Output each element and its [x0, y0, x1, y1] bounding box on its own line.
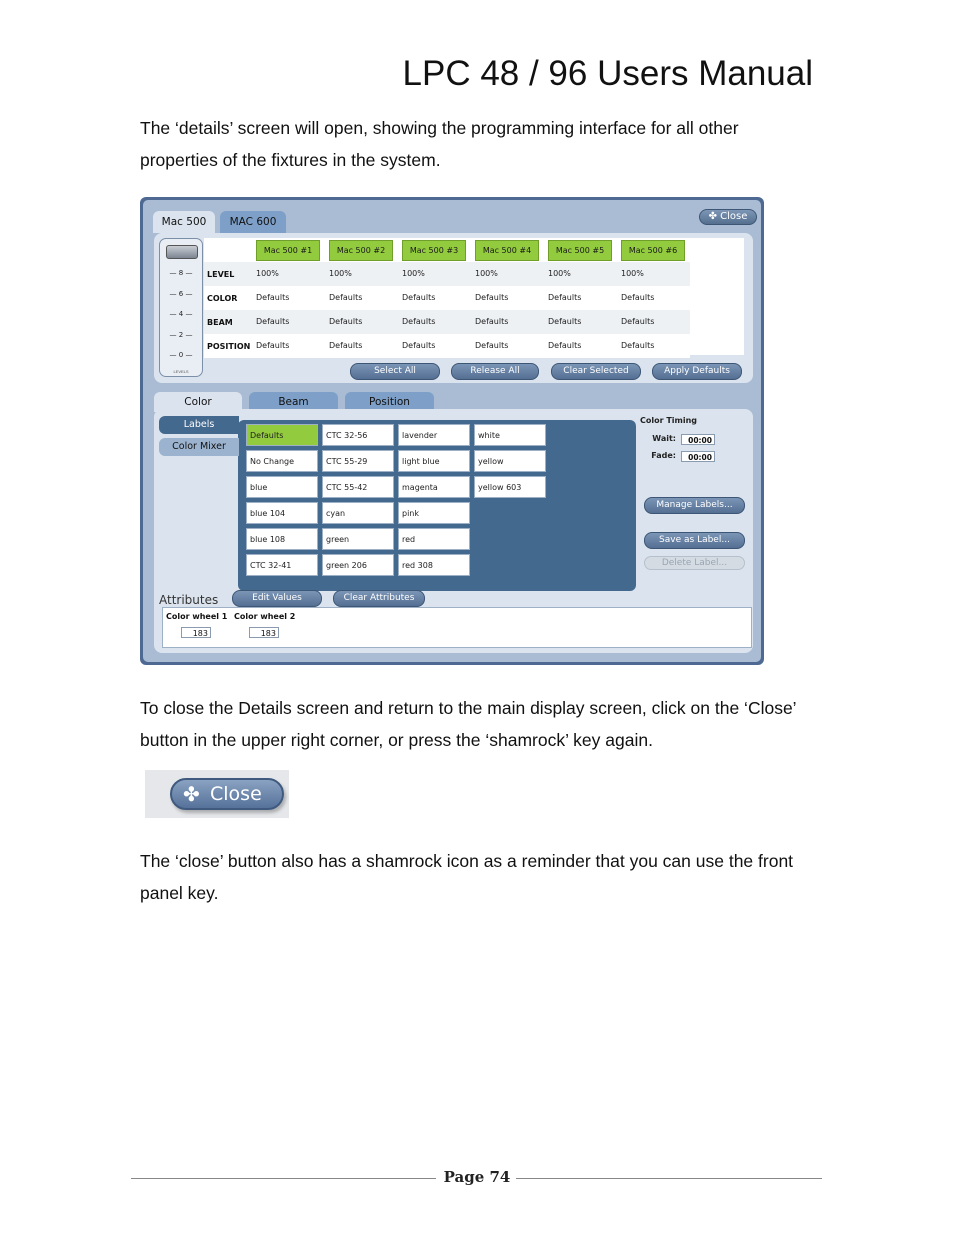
manage-labels-button[interactable]: Manage Labels...: [644, 497, 745, 514]
tab-position[interactable]: Position: [345, 392, 434, 412]
fixture-header[interactable]: Mac 500 #2: [329, 240, 393, 261]
table-cell: 100%: [329, 269, 352, 278]
close-instructions-text: To close the Details screen and return to the main display screen, click on the ‘Close’ button in the upper right corner, or press the ‘shamrock’ key again.: [140, 698, 796, 750]
table-row[interactable]: [204, 334, 690, 358]
apply-defaults-button[interactable]: Apply Defaults: [652, 363, 742, 380]
table-cell: Defaults: [475, 341, 509, 350]
fixture-header[interactable]: Mac 500 #1: [256, 240, 320, 261]
table-cell: 100%: [402, 269, 425, 278]
release-all-button[interactable]: Release All: [451, 363, 539, 380]
clear-attributes-button[interactable]: Clear Attributes: [333, 590, 425, 607]
shamrock-paragraph: [140, 845, 820, 909]
fader-label: LEVELS: [173, 369, 189, 374]
shamrock-text: The ‘close’ button also has a shamrock icon as a reminder that you can use the front panel key.: [140, 851, 794, 903]
fixture-grid: [204, 238, 744, 355]
save-as-label-button[interactable]: Save as Label...: [644, 532, 745, 549]
color-timing-title: Color Timing: [640, 416, 698, 425]
table-cell: Defaults: [329, 293, 363, 302]
label-cell[interactable]: Defaults: [246, 424, 318, 446]
table-cell: Defaults: [621, 341, 655, 350]
table-row[interactable]: [204, 286, 690, 310]
close-instructions-paragraph: [140, 692, 820, 756]
page-number: Page 74: [443, 1168, 511, 1186]
label-cell[interactable]: light blue: [398, 450, 470, 472]
label-cell[interactable]: magenta: [398, 476, 470, 498]
close-button[interactable]: [699, 209, 757, 225]
table-cell: Defaults: [548, 293, 582, 302]
label-cell[interactable]: CTC 55-29: [322, 450, 394, 472]
table-cell: 100%: [256, 269, 279, 278]
row-label-level: LEVEL: [207, 270, 235, 279]
attribute-label: Color wheel 1: [166, 612, 228, 621]
fixture-panel: [154, 233, 753, 383]
table-cell: Defaults: [548, 341, 582, 350]
label-cell[interactable]: blue: [246, 476, 318, 498]
row-label-color: COLOR: [207, 294, 238, 303]
table-cell: Defaults: [475, 317, 509, 326]
fader-tick: — 4 —: [169, 310, 193, 318]
table-cell: Defaults: [402, 317, 436, 326]
shamrock-icon: ✤: [708, 211, 717, 222]
label-cell[interactable]: No Change: [246, 450, 318, 472]
table-row[interactable]: [204, 310, 690, 334]
table-cell: Defaults: [329, 341, 363, 350]
wait-label: Wait:: [652, 434, 676, 443]
label-cell[interactable]: white: [474, 424, 546, 446]
tab-beam[interactable]: Beam: [249, 392, 338, 412]
attribute-value[interactable]: 183: [181, 627, 211, 638]
fader-tick: — 8 —: [169, 269, 193, 277]
label-cell[interactable]: yellow 603: [474, 476, 546, 498]
attribute-label: Color wheel 2: [234, 612, 296, 621]
intro-paragraph: [140, 112, 820, 176]
table-cell: Defaults: [621, 293, 655, 302]
table-cell: Defaults: [256, 317, 290, 326]
close-button-image: [145, 770, 289, 818]
label-cell[interactable]: yellow: [474, 450, 546, 472]
label-cell[interactable]: green 206: [322, 554, 394, 576]
tab-color[interactable]: Color: [154, 392, 242, 412]
select-all-button[interactable]: Select All: [350, 363, 440, 380]
label-cell[interactable]: red 308: [398, 554, 470, 576]
table-row[interactable]: [204, 262, 690, 286]
label-cell[interactable]: green: [322, 528, 394, 550]
label-cell[interactable]: CTC 32-41: [246, 554, 318, 576]
close-button-label: Close: [720, 211, 748, 222]
wait-field[interactable]: 00:00: [681, 434, 715, 445]
table-cell: Defaults: [402, 293, 436, 302]
side-tab-color-mixer[interactable]: Color Mixer: [159, 438, 239, 456]
tab-mac-600[interactable]: MAC 600: [220, 211, 286, 233]
label-cell[interactable]: blue 108: [246, 528, 318, 550]
table-cell: 100%: [621, 269, 644, 278]
attributes-box: [162, 607, 752, 648]
color-panel: [154, 409, 753, 653]
fader-tick: — 2 —: [169, 331, 193, 339]
fade-field[interactable]: 00:00: [681, 451, 715, 462]
table-cell: Defaults: [548, 317, 582, 326]
table-cell: 100%: [475, 269, 498, 278]
fader-knob[interactable]: [166, 245, 198, 259]
fixture-header[interactable]: Mac 500 #6: [621, 240, 685, 261]
details-screenshot: [140, 197, 764, 665]
clear-selected-button[interactable]: Clear Selected: [551, 363, 641, 380]
row-label-position: POSITION: [207, 342, 251, 351]
document-title: LPC 48 / 96 Users Manual: [402, 54, 813, 93]
label-cell[interactable]: pink: [398, 502, 470, 524]
edit-values-button[interactable]: Edit Values: [232, 590, 322, 607]
fader-tick: — 6 —: [169, 290, 193, 298]
delete-label-button[interactable]: Delete Label...: [644, 556, 745, 570]
footer-rule-right: [516, 1178, 822, 1179]
table-cell: Defaults: [329, 317, 363, 326]
fade-label: Fade:: [651, 451, 676, 460]
fixture-header[interactable]: Mac 500 #5: [548, 240, 612, 261]
label-cell[interactable]: blue 104: [246, 502, 318, 524]
label-cell[interactable]: lavender: [398, 424, 470, 446]
attributes-title: Attributes: [159, 593, 219, 607]
intro-text: The ‘details’ screen will open, showing the programming interface for all other properties of the fixtures in the system.: [140, 118, 739, 170]
label-cell[interactable]: CTC 55-42: [322, 476, 394, 498]
table-cell: Defaults: [402, 341, 436, 350]
footer-rule-left: [131, 1178, 436, 1179]
row-label-beam: BEAM: [207, 318, 233, 327]
fader-tick: — 0 —: [169, 351, 193, 359]
table-cell: Defaults: [475, 293, 509, 302]
table-cell: Defaults: [256, 293, 290, 302]
shamrock-icon: ✤: [183, 782, 200, 806]
label-cell[interactable]: cyan: [322, 502, 394, 524]
side-tab-labels[interactable]: Labels: [159, 416, 239, 434]
label-cell[interactable]: CTC 32-56: [322, 424, 394, 446]
tab-mac-500[interactable]: Mac 500: [153, 211, 215, 233]
close-button-large-label: Close: [210, 783, 262, 805]
table-cell: Defaults: [621, 317, 655, 326]
close-button-large: [170, 778, 284, 810]
label-cell[interactable]: red: [398, 528, 470, 550]
table-cell: 100%: [548, 269, 571, 278]
attribute-value[interactable]: 183: [249, 627, 279, 638]
details-window: [143, 200, 761, 662]
table-cell: Defaults: [256, 341, 290, 350]
fixture-header[interactable]: Mac 500 #4: [475, 240, 539, 261]
fixture-header[interactable]: Mac 500 #3: [402, 240, 466, 261]
level-fader[interactable]: [159, 238, 203, 377]
